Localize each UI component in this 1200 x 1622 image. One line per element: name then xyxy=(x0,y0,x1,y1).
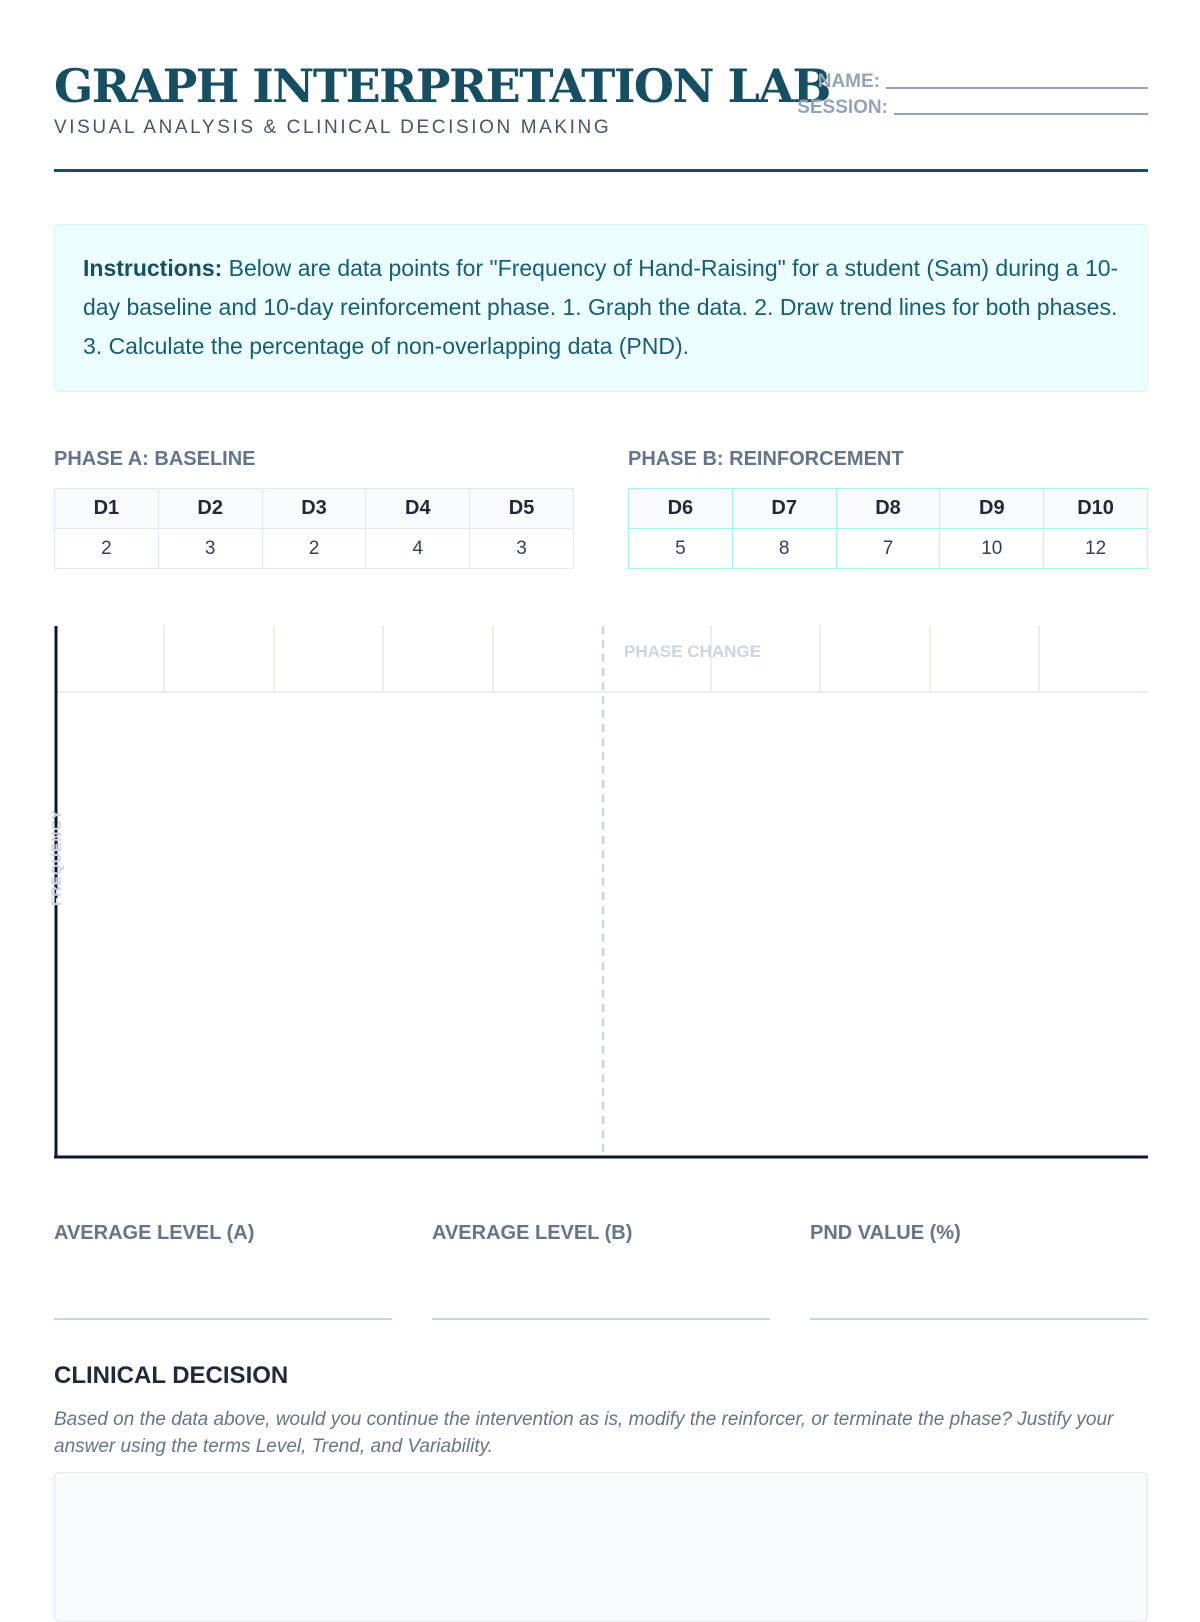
graph-canvas[interactable] xyxy=(54,626,1148,1160)
day-header: D3 xyxy=(262,489,366,529)
pnd-value-field[interactable] xyxy=(810,1222,1148,1245)
session-field-row xyxy=(797,97,1148,119)
name-field[interactable] xyxy=(886,87,1148,89)
phase-change-label: PHASE CHANGE xyxy=(624,642,761,661)
average-level-b-label: AVERAGE LEVEL (B) xyxy=(432,1222,633,1244)
day-header: D6 xyxy=(629,489,733,529)
answer-line[interactable] xyxy=(54,1318,392,1320)
clinical-decision-prompt: Based on the data above, would you continue the intervention as is, modify the reinforcer, or terminate the phase? Justify your answer using the terms Level, Trend, and Variability. xyxy=(54,1409,1114,1457)
answer-line[interactable] xyxy=(810,1318,1148,1320)
day-value: 4 xyxy=(366,529,470,569)
page-title: GRAPH INTERPRETATION LAB xyxy=(54,59,830,113)
worksheet-header xyxy=(54,55,1148,172)
instructions-box xyxy=(54,224,1148,392)
phase-b-value-row xyxy=(629,529,1148,569)
clinical-decision-title: CLINICAL DECISION xyxy=(54,1362,289,1389)
average-level-b-field[interactable] xyxy=(432,1222,770,1245)
answer-line[interactable] xyxy=(432,1318,770,1320)
phase-b-table xyxy=(628,488,1148,569)
day-header: D2 xyxy=(158,489,262,529)
day-header: D7 xyxy=(732,489,836,529)
phase-b-label: PHASE B: REINFORCEMENT xyxy=(628,448,904,470)
day-header: D10 xyxy=(1044,489,1148,529)
day-header: D4 xyxy=(366,489,470,529)
day-value: 7 xyxy=(836,529,940,569)
day-header: D5 xyxy=(470,489,574,529)
phase-a-value-row xyxy=(55,529,574,569)
blank-graph[interactable] xyxy=(54,626,1148,1160)
day-value: 2 xyxy=(262,529,366,569)
average-level-a-field[interactable] xyxy=(54,1222,392,1245)
pnd-value-label: PND VALUE (%) xyxy=(810,1222,961,1244)
y-axis-label: FREQUENCY xyxy=(48,809,64,906)
worksheet-page xyxy=(48,0,1148,1600)
phase-a-label: PHASE A: BASELINE xyxy=(54,448,256,470)
session-field[interactable] xyxy=(894,113,1148,115)
phase-b-header-row xyxy=(629,489,1148,529)
average-level-a-label: AVERAGE LEVEL (A) xyxy=(54,1222,255,1244)
session-label: SESSION: xyxy=(797,97,888,118)
instructions-text: Below are data points for "Frequency of Hand-Raising" for a student (Sam) during a 10-day baseline and 10-day reinforcement phase. 1. Graph the data. 2. Draw trend lines for both phases. 3. Calculate the percentage of non-overlapping data (PND). xyxy=(83,255,1119,359)
name-field-row xyxy=(818,71,1148,93)
name-label: NAME: xyxy=(817,71,880,92)
day-value: 5 xyxy=(629,529,733,569)
phase-a-table xyxy=(54,488,574,569)
phase-a-header-row xyxy=(55,489,574,529)
instructions-lead: Instructions: xyxy=(83,255,223,281)
day-value: 12 xyxy=(1044,529,1148,569)
day-value: 8 xyxy=(732,529,836,569)
day-value: 2 xyxy=(55,529,159,569)
day-header: D1 xyxy=(55,489,159,529)
day-header: D9 xyxy=(940,489,1044,529)
day-value: 3 xyxy=(158,529,262,569)
day-value: 10 xyxy=(940,529,1044,569)
day-value: 3 xyxy=(470,529,574,569)
page-subtitle: VISUAL ANALYSIS & CLINICAL DECISION MAKING xyxy=(54,117,612,138)
day-header: D8 xyxy=(836,489,940,529)
